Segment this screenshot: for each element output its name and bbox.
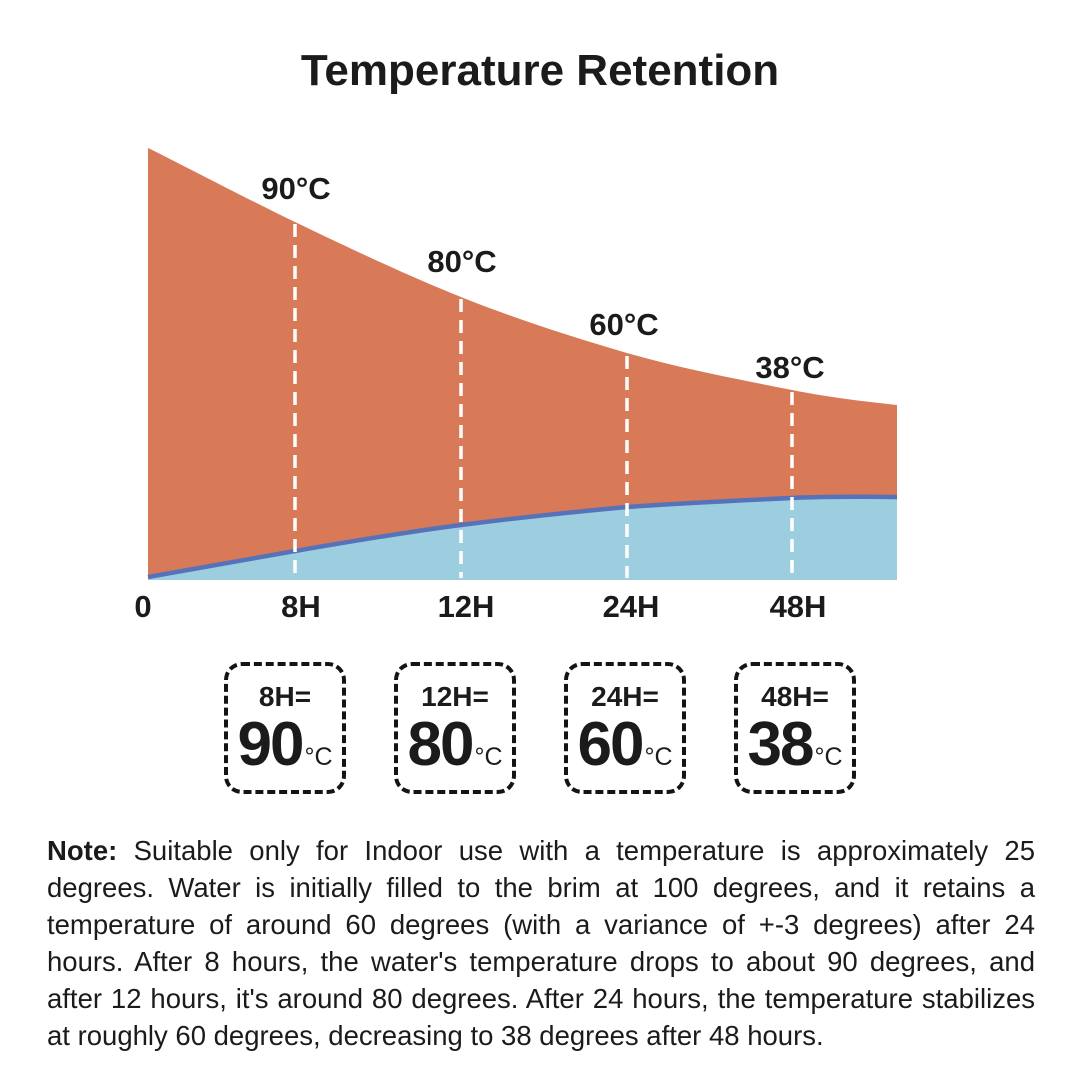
x-tick-0: 0: [134, 589, 152, 624]
temp-box-value: 80: [407, 710, 473, 780]
temp-box-8h: [224, 662, 346, 794]
temp-box-value: 60: [577, 710, 643, 780]
note-paragraph: [47, 833, 1035, 1055]
x-tick-8h: 8H: [281, 589, 321, 624]
temp-box-48h: [734, 662, 856, 794]
temperature-summary-row: [0, 662, 1080, 794]
temp-box-24h: [564, 662, 686, 794]
note-body: Suitable only for Indoor use with a temperature is approximately 25 degrees. Water is initially filled to the brim at 100 degrees, and it retains a temperature of around 60 degrees (with a variance of +-3 degrees) after 24 hours. After 8 hours, the water's temperature drops to about 90 degrees, and after 12 hours, it's around 80 degrees. After 24 hours, the temperature stabilizes at roughly 60 degrees, decreasing to 38 degrees after 48 hours.: [47, 835, 1035, 1051]
x-tick-24h: 24H: [602, 589, 660, 624]
annotation-90c: 90°C: [261, 171, 331, 206]
temp-box-value: 38: [747, 710, 813, 780]
temp-box-value: 90: [237, 710, 303, 780]
annotation-60c: 60°C: [589, 307, 659, 342]
x-tick-48h: 48H: [769, 589, 827, 624]
temp-box-unit: °C: [814, 743, 843, 772]
temp-box-unit: °C: [304, 743, 333, 772]
temp-box-unit: °C: [644, 743, 673, 772]
temp-box-time: 48H=: [761, 680, 829, 712]
temp-box-unit: °C: [474, 743, 503, 772]
annotation-80c: 80°C: [427, 244, 497, 279]
x-tick-12h: 12H: [437, 589, 495, 624]
page-title: Temperature Retention: [300, 46, 780, 95]
temp-box-time: 24H=: [591, 680, 659, 712]
annotation-38c: 38°C: [755, 350, 825, 385]
temp-box-12h: [394, 662, 516, 794]
temp-box-time: 12H=: [421, 680, 489, 712]
note-label: Note:: [47, 835, 118, 866]
temp-box-time: 8H=: [258, 680, 312, 712]
